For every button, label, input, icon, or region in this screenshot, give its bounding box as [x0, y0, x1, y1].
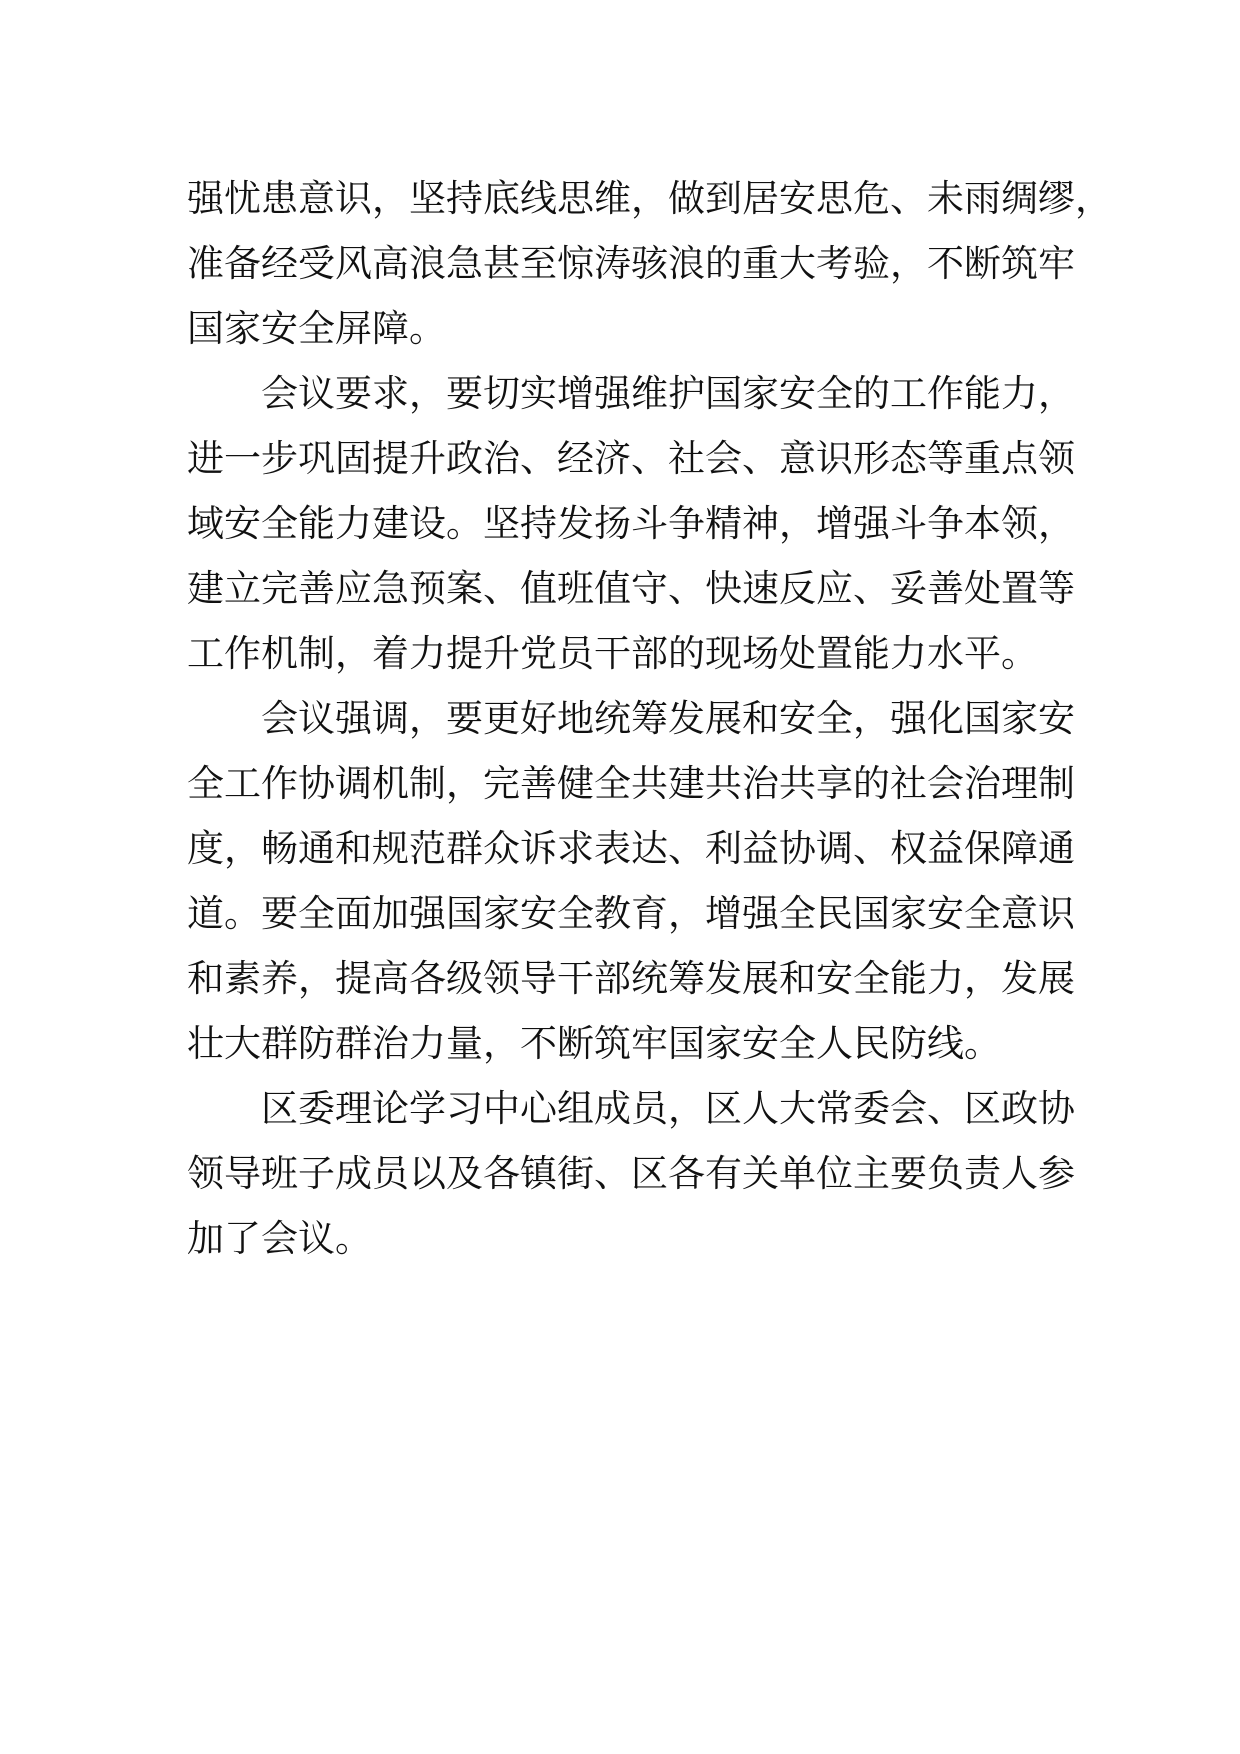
paragraph-first-line: 区委理论学习中心组成员，区人大常委会、区政协	[261, 1087, 1075, 1130]
text-line: 域安全能力建设。坚持发扬斗争精神，增强斗争本领，	[187, 502, 1075, 545]
text-line: 度，畅通和规范群众诉求表达、利益协调、权益保障通	[187, 827, 1075, 870]
text-line: 工作机制，着力提升党员干部的现场处置能力水平。	[187, 632, 1038, 675]
text-line: 和素养，提高各级领导干部统筹发展和安全能力，发展	[187, 957, 1075, 1000]
text-line: 建立完善应急预案、值班值守、快速反应、妥善处置等	[187, 567, 1075, 610]
text-line: 加了会议。	[187, 1217, 372, 1260]
text-line: 国家安全屏障。	[187, 307, 446, 350]
paragraph-first-line: 会议要求，要切实增强维护国家安全的工作能力，	[261, 372, 1075, 415]
text-line: 准备经受风高浪急甚至惊涛骇浪的重大考验，不断筑牢	[187, 242, 1075, 285]
document-body	[187, 166, 1112, 1271]
text-line: 领导班子成员以及各镇街、区各有关单位主要负责人参	[187, 1152, 1075, 1195]
text-line: 进一步巩固提升政治、经济、社会、意识形态等重点领	[187, 437, 1075, 480]
text-line: 全工作协调机制，完善健全共建共治共享的社会治理制	[187, 762, 1075, 805]
text-line: 壮大群防群治力量，不断筑牢国家安全人民防线。	[187, 1022, 1001, 1065]
text-line: 强忧患意识，坚持底线思维，做到居安思危、未雨绸缪，	[187, 177, 1112, 220]
paragraph-first-line: 会议强调，要更好地统筹发展和安全，强化国家安	[261, 697, 1075, 740]
text-line: 道。要全面加强国家安全教育，增强全民国家安全意识	[187, 892, 1075, 935]
